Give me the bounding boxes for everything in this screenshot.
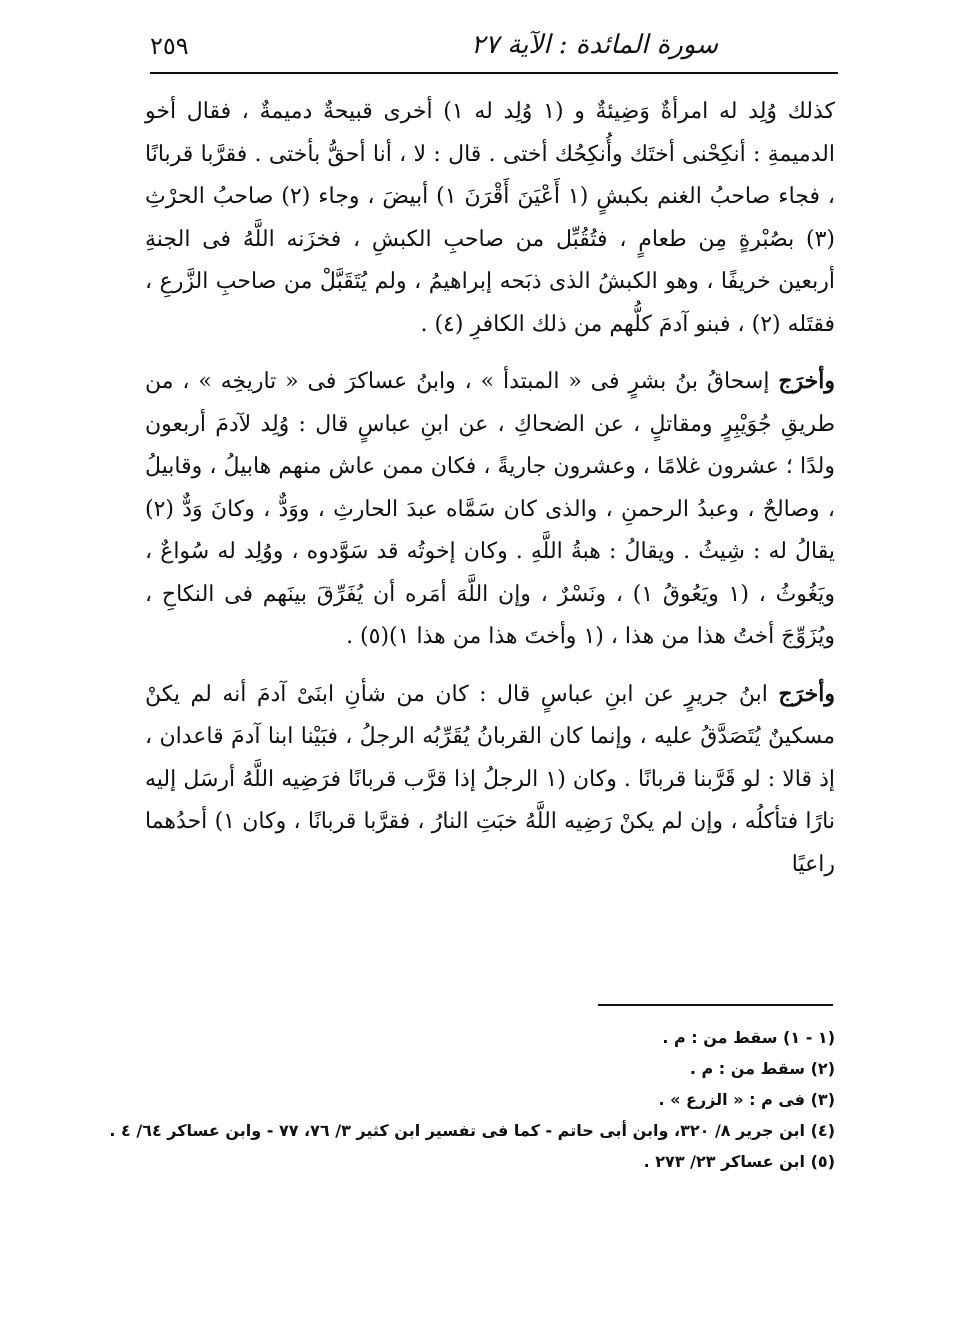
paragraph-text: ابنُ جريرٍ عن ابنِ عباسٍ قال : كان من شأنِ ابنَىْ آدمَ أنه لم يكنْ مسكينٌ يُتَصَدَّقُ عليه ، وإنما كان القربانُ يُقَرِّبُه الرجلُ ، فبَيْنا ابنا آدمَ قاعدان ، إذ قالا : لو قَرَّبنا قربانًا . وكان (١ الرجلُ إذا قرَّب قربانًا فرَضِيه اللَّهُ أرسَل إليه نارًا فتأكلُه ، وإن لم يكنْ رَضِيه اللَّهُ خبَتِ النارُ ، فقرَّبا قربانًا ، وكان ١) أحدُهما راعيًا — [145, 681, 835, 877]
paragraph-text: كذلك وُلِد له امرأةٌ وَضِيئةٌ و (١ وُلِد له ١) أخرى قبيحةٌ دميمةٌ ، فقال أخو الدميمةِ : أنكِحْنى أختَك وأُنكِحُك أختى . قال : لا ، أنا أحقُّ بأختى . فقرَّبا قربانًا ، فجاء صاحبُ الغنم بكبشٍ (١ أَعْيَنَ أَقْرَنَ ١) أبيضَ ، وجاء (٢) صاحبُ الحرْثِ (٣) بصُبْرةٍ مِن طعامٍ ، فتُقُبِّل من صاحبِ الكبشِ ، فخزَنه اللَّهُ فى الجنةِ أربعين خريفًا ، وهو الكبشُ الذى ذبَحه إبراهيمُ ، ولم يُتَقَبَّلْ من صاحبِ الزَّرعِ ، فقتَله (٢) ، فبنو آدمَ كلُّهم من ذلك الكافرِ (٤) . — [145, 99, 836, 337]
main-text — [145, 90, 835, 900]
paragraph-text: إسحاقُ بنُ بشرٍ فى « المبتدأ » ، وابنُ عساكرَ فى « تاريخِه » ، من طريقِ جُوَيْبِرٍ ومقاتلٍ ، عن الضحاكِ ، عن ابنِ عباسٍ قال : وُلِد لآدمَ أربعون ولدًا ؛ عشرون غلامًا ، وعشرون جاريةً ، فكان ممن عاش منهم هابيلُ ، وقابيلُ ، وصالحٌ ، وعبدُ الرحمنِ ، والذى كان سَمَّاه عبدَ الحارثِ ، ووَدٌّ ، وكانَ وَدٌّ (٢) يقالُ له : شِيثُ . ويقالُ : هبةُ اللَّهِ . وكان إخوتُه قد سَوَّدوه ، ووُلِد له سُواعٌ ، ويَغُوثُ ، (١ ويَعُوقُ ١) ، ونَسْرٌ ، وإن اللَّهَ أمَره أن يُفَرِّقَ بينَهم فى النكاحِ ، ويُزَوِّجَ أختُ هذا من هذا ، (١ وأختَ هذا من هذا ١)(٥) . — [145, 369, 836, 649]
footnote-1: (١ - ١) سقط من : م . — [662, 1028, 835, 1047]
paragraph-lead: وأخرَج — [778, 680, 835, 707]
footnotes — [109, 1022, 835, 1177]
paragraph-2 — [145, 360, 835, 659]
page-number: ٢٥٩ — [150, 32, 189, 60]
footnote-3: (٣) فى م : « الزرع » . — [658, 1090, 835, 1109]
paragraph-3 — [145, 673, 835, 887]
running-header — [150, 26, 838, 72]
footnote-divider — [598, 1004, 833, 1006]
header-title: سورة المائدة : الآية ٢٧ — [471, 30, 718, 60]
footnote-5: (٥) ابن عساكر ٢٣/ ٢٧٣ . — [643, 1152, 835, 1171]
paragraph-lead: وأخرَج — [778, 368, 835, 394]
footnote-4: (٤) ابن جرير ٨/ ٣٢٠، وابن أبى حاتم - كما فى تفسير ابن كثير ٣/ ٧٦، ٧٧ - وابن عساكر ٦٤/ ٤ . — [109, 1121, 835, 1140]
header-divider — [150, 72, 838, 74]
footnote-2: (٢) سقط من : م . — [689, 1059, 835, 1078]
paragraph-1 — [145, 90, 835, 346]
